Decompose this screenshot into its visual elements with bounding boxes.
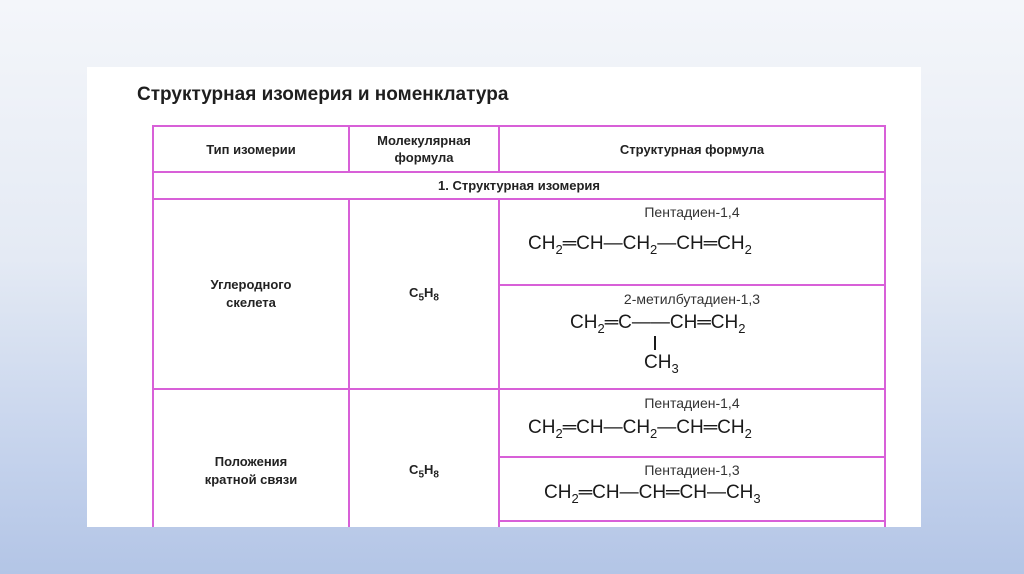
isomerism-type [153, 199, 349, 389]
table-row [153, 199, 885, 285]
molecular-h-count: 8 [433, 292, 439, 304]
formula-text: $CH_2═CH—CH_2—CH═CH_2$ [528, 233, 752, 257]
molecular-c: C [409, 461, 419, 477]
header-molecular [349, 126, 499, 172]
formula-text: $CH_2═CH—CH═CH—CH_3$ [544, 482, 761, 506]
compound-name: Пентадиен-1,4 [644, 395, 740, 411]
structural-formula [544, 482, 761, 506]
molecular-h: H [424, 284, 434, 300]
formula-text: $CH_2═CH—CH_2—CH═CH_2$ [528, 417, 752, 441]
structural-formula [528, 417, 752, 441]
structural-formula-cell [499, 457, 885, 521]
header-type: Тип изомерии [153, 126, 349, 172]
table-row [153, 389, 885, 457]
structural-formula-cell [499, 389, 885, 457]
isomerism-type-text: Углеродного скелета [210, 277, 292, 310]
compound-name: Пентадиен-1,4 [644, 204, 740, 220]
header-row [153, 126, 885, 172]
compound-name: Пентадиен-1,3 [644, 462, 740, 478]
branch-bond [654, 336, 656, 350]
structural-formula-cell [499, 199, 885, 285]
structural-formula [528, 233, 752, 257]
section-title: 1. Структурная изомерия [153, 172, 885, 199]
header-structural: Структурная формула [499, 126, 885, 172]
header-molecular-text: Молекулярная формула [377, 133, 471, 165]
molecular-h: H [424, 461, 434, 477]
branch-group: $CH_3$ [644, 352, 679, 376]
molecular-c-count: 5 [418, 469, 424, 481]
isomerism-table [152, 125, 886, 527]
structural-formula [570, 312, 745, 336]
molecular-formula [349, 199, 499, 389]
slide-title: Структурная изомерия и номенклатура [137, 84, 509, 105]
formula-text: $CH_2═C——CH═CH_2$ [570, 312, 746, 336]
molecular-formula [349, 389, 499, 527]
structural-formula-cell [499, 285, 885, 389]
structural-formula-cell-empty [499, 521, 885, 527]
molecular-c: C [409, 284, 419, 300]
isomerism-type-text: Положения кратной связи [204, 454, 298, 487]
compound-name: 2-метилбутадиен-1,3 [623, 291, 761, 307]
molecular-c-count: 5 [418, 292, 424, 304]
slide [87, 67, 921, 527]
molecular-h-count: 8 [433, 469, 439, 481]
section-row [153, 172, 885, 199]
isomerism-type [153, 389, 349, 527]
